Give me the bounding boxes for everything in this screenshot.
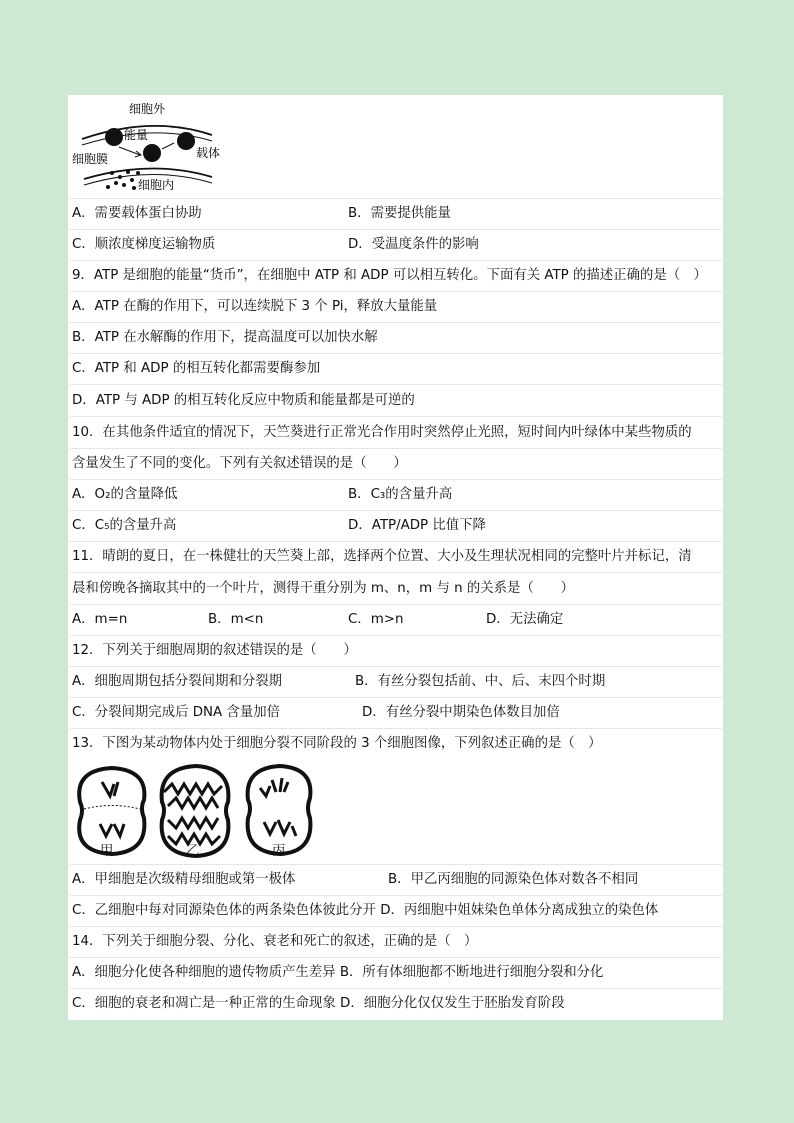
q10-stem-line2: 含量发生了不同的变化。下列有关叙述错误的是（ ） [72, 456, 407, 471]
q12-stem: 12．下列关于细胞周期的叙述错误的是（ ） [72, 643, 357, 658]
cell-label-yi: 乙 [186, 844, 200, 859]
q13-option-a: A．甲细胞是次级精母细胞或第一极体 [72, 872, 296, 887]
q8-option-b: B．需要提供能量 [348, 206, 451, 221]
q11-option-c: C．m>n [348, 612, 404, 627]
figure-membrane-label: 细胞膜 [72, 152, 109, 166]
q10-option-c: C．C₅的含量升高 [72, 518, 177, 533]
cell-label-bing: 丙 [272, 844, 286, 859]
q11-stem-line2: 晨和傍晚各摘取其中的一个叶片，测得干重分别为 m、n，m 与 n 的关系是（ ） [72, 581, 574, 596]
q11-option-b: B．m<n [208, 612, 264, 627]
q9-option-b: B．ATP 在水解酶的作用下，提高温度可以加快水解 [72, 330, 378, 345]
q13-option-cd: C．乙细胞中每对同源染色体的两条染色体彼此分开 D．丙细胞中姐妹染色单体分离成独立的染色体 [72, 903, 659, 918]
q14-stem: 14．下列关于细胞分裂、分化、衰老和死亡的叙述，正确的是（ ） [72, 934, 478, 949]
q8-option-d: D．受温度条件的影响 [348, 237, 479, 252]
q11-option-a: A．m=n [72, 612, 128, 627]
q12-option-c: C．分裂间期完成后 DNA 含量加倍 [72, 705, 281, 720]
q8-option-c: C．顺浓度梯度运输物质 [72, 237, 216, 252]
q10-option-b: B．C₃的含量升高 [348, 487, 453, 502]
q10-option-a: A．O₂的含量降低 [72, 487, 178, 502]
q14-option-ab: A．细胞分化使各种细胞的遗传物质产生差异 B．所有体细胞都不断地进行细胞分裂和分化 [72, 965, 604, 980]
figure-energy-label: 能量 [124, 128, 149, 142]
q14-option-cd: C．细胞的衰老和凋亡是一种正常的生命现象 D．细胞分化仅仅发生于胚胎发育阶段 [72, 996, 565, 1011]
q8-option-a: A．需要载体蛋白协助 [72, 206, 202, 221]
q12-option-b: B．有丝分裂包括前、中、后、末四个时期 [355, 674, 606, 689]
q9-option-c: C．ATP 和 ADP 的相互转化都需要酶参加 [72, 361, 321, 376]
cell-label-jia: 甲 [100, 844, 114, 859]
cell-bing [248, 766, 311, 854]
figure-outside-label: 细胞外 [129, 102, 166, 116]
q11-option-d: D．无法确定 [486, 612, 564, 627]
q10-option-d: D．ATP/ADP 比值下降 [348, 518, 486, 533]
q9-option-a: A．ATP 在酶的作用下，可以连续脱下 3 个 Pi，释放大量能量 [72, 299, 438, 314]
q13-stem: 13．下图为某动物体内处于细胞分裂不同阶段的 3 个细胞图像，下列叙述正确的是（ ） [72, 736, 602, 751]
figure-carrier-label: 载体 [196, 146, 221, 160]
figure-inside-label: 细胞内 [138, 178, 175, 192]
q11-stem-line1: 11．晴朗的夏日，在一株健壮的天竺葵上部，选择两个位置、大小及生理状况相同的完整叶片并标记，清 [72, 549, 692, 564]
cell-jia [79, 768, 144, 854]
membrane-transport-figure [72, 97, 232, 194]
q10-stem-line1: 10．在其他条件适宜的情况下，天竺葵进行正常光合作用时突然停止光照，短时间内叶绿体中某些物质的 [72, 425, 692, 440]
q12-option-d: D．有丝分裂中期染色体数目加倍 [362, 705, 560, 720]
q9-stem: 9．ATP 是细胞的能量“货币”，在细胞中 ATP 和 ADP 可以相互转化。下面有关 ATP 的描述正确的是（ ） [72, 268, 707, 283]
q9-option-d: D．ATP 与 ADP 的相互转化反应中物质和能量都是可逆的 [72, 393, 415, 408]
q12-option-a: A．细胞周期包括分裂间期和分裂期 [72, 674, 283, 689]
q13-option-b: B．甲乙丙细胞的同源染色体对数各不相同 [388, 872, 639, 887]
